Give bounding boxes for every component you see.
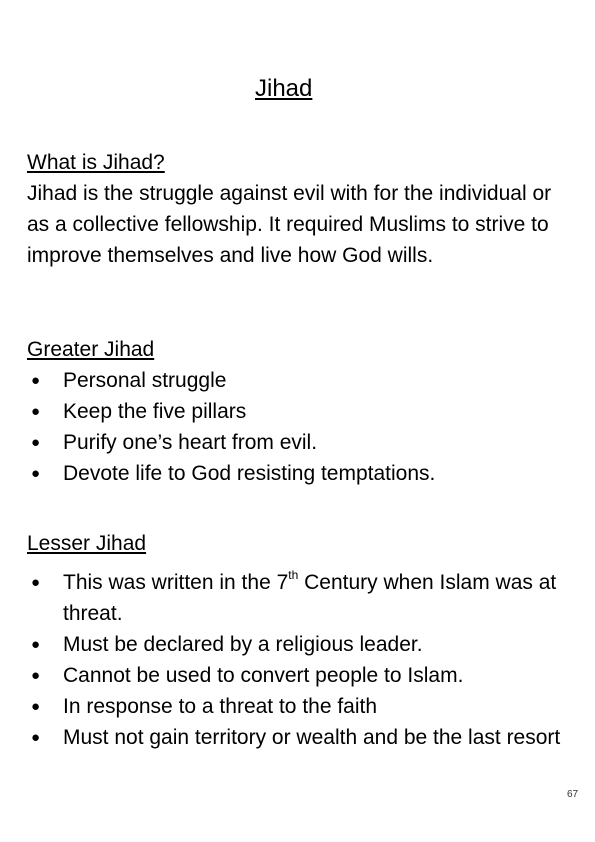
page-number: 67 [567, 789, 579, 800]
bullet-icon: ● [31, 372, 41, 389]
bullet-icon: ● [31, 729, 41, 746]
list-item-text: Must not gain territory or wealth and be the last resort [63, 726, 561, 749]
bullet-icon: ● [31, 574, 41, 591]
list-item [27, 567, 572, 629]
lesser-jihad-heading: Lesser Jihad [27, 532, 147, 555]
list-item [27, 629, 572, 660]
list-item-text: Keep the five pillars [63, 400, 247, 423]
list-item-text-before: This was written in the 7 [63, 571, 289, 594]
list-item [27, 691, 572, 722]
list-item-text: Cannot be used to convert people to Islam. [63, 664, 464, 687]
list-item [27, 660, 572, 691]
bullet-icon: ● [31, 403, 41, 420]
list-item [27, 396, 572, 427]
greater-jihad-list [27, 365, 572, 489]
greater-jihad-heading: Greater Jihad [27, 338, 155, 361]
list-item [27, 722, 572, 753]
lesser-jihad-list [27, 567, 572, 753]
bullet-icon: ● [31, 465, 41, 482]
list-item-text: Must be declared by a religious leader. [63, 633, 423, 656]
list-item [27, 458, 572, 489]
list-item [27, 365, 572, 396]
list-item-text: Devote life to God resisting temptations. [63, 462, 436, 485]
list-item-text: Personal struggle [63, 369, 227, 392]
list-item-text: In response to a threat to the faith [63, 695, 378, 718]
bullet-icon: ● [31, 667, 41, 684]
ordinal-superscript: th [288, 568, 299, 582]
list-item-text: Purify one’s heart from evil. [63, 431, 318, 454]
bullet-icon: ● [31, 698, 41, 715]
bullet-icon: ● [31, 636, 41, 653]
bullet-icon: ● [31, 434, 41, 451]
list-item-text-after: Century when Islam was at threat. [63, 571, 557, 625]
what-is-jihad-body: Jihad is the struggle against evil with for the individual or as a collective fellowship. It required Muslims to strive to improve themselves and live how God wills. [27, 182, 552, 267]
page-title: Jihad [255, 75, 313, 102]
list-item [27, 427, 572, 458]
what-is-jihad-heading: What is Jihad? [27, 151, 165, 174]
